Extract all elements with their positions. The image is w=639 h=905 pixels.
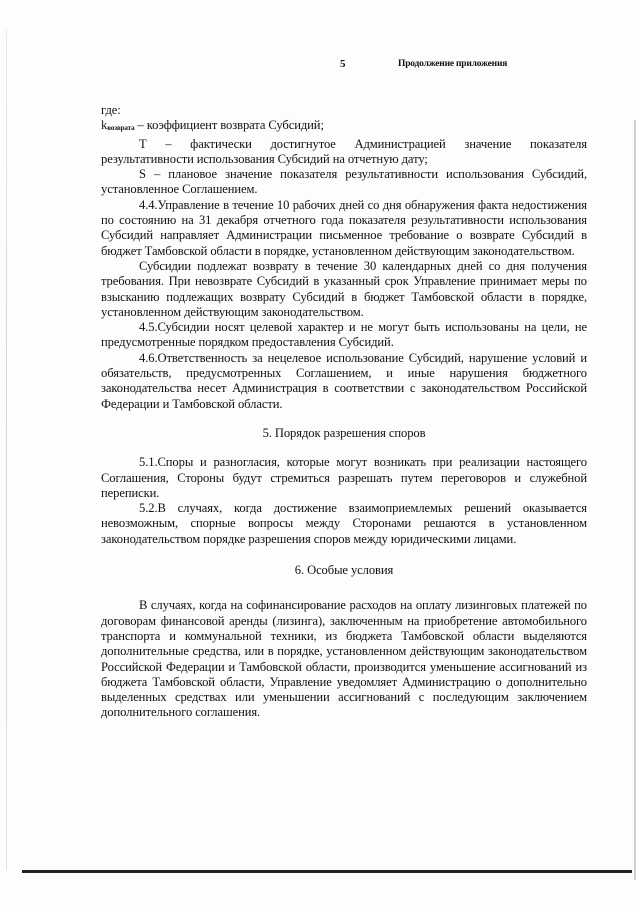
paragraph-5-1: 5.1.Споры и разногласия, которые могут возникать при реализации настоящего Соглашения, Стороны будут стремиться разрешать путем переговоров и служебной переписки. xyxy=(101,455,587,500)
page-header-caption: Продолжение приложения xyxy=(398,59,508,69)
paragraph-6: В случаях, когда на софинансирование расходов на оплату лизинговых платежей по договорам финансовой аренды (лизинга), заключенным на приобретение автомобильного транспорта и коммунальной техники, из бюджета Тамбовской области выделяются дополнительные средства, или в порядке, установленном действующим законодательством Российской Федерации и Тамбовской области, производится уменьшение ассигнований из бюджета Тамбовской области, Управление уведомляет Администрацию о дополнительно выделенных средствах или уменьшении ассигнований с последующим заключением дополнительного соглашения. xyxy=(101,598,587,720)
scan-edge-left xyxy=(6,30,7,870)
k-symbol: k xyxy=(101,118,108,133)
k-subscript: возврата xyxy=(107,124,135,133)
k-definition xyxy=(101,118,587,136)
paragraph-return: Субсидии подлежат возврату в течение 30 календарных дней со дня получения требования. При невозврате Субсидий в указанный срок Управление принимает меры по взысканию подлежащих возврату Субсидий в бюджет Тамбовской области в порядке, установленном действующим законодательством. xyxy=(101,258,587,319)
scan-edge-right xyxy=(634,120,636,880)
paragraph-4-6: 4.6.Ответственность за нецелевое использование Субсидий, нарушение условий и обязательств, предусмотренных Соглашением, и иные нарушения бюджетного законодательства несет Администрация в соответствии с законодательством Российской Федерации и Тамбовской области. xyxy=(101,350,587,411)
k-definition-text: – коэффициент возврата Субсидий; xyxy=(134,118,324,133)
section-heading-6: 6. Особые условия xyxy=(294,563,394,578)
t-definition: Т – фактически достигнутое Администрацией значение показателя результативности использования Субсидий на отчетную дату; xyxy=(101,136,587,166)
where-label: где: xyxy=(101,103,121,117)
s-definition: S – плановое значение показателя результативности использования Субсидий, установленное Соглашением. xyxy=(101,167,587,197)
bottom-border-line xyxy=(22,870,632,873)
paragraph-4-5: 4.5.Субсидии носят целевой характер и не могут быть использованы на цели, не предусмотренные порядком предоставления Субсидий. xyxy=(101,320,587,350)
paragraph-4-4: 4.4.Управление в течение 10 рабочих дней со дня обнаружения факта недостижения по состоянию на 31 декабря отчетного года показателя результативности использования Субсидий направляет Администрации письменное требование о возврате Субсидий в бюджет Тамбовской области в порядке, установленном действующим законодательством. xyxy=(101,197,587,258)
page-number: 5 xyxy=(340,58,346,70)
section-heading-5: 5. Порядок разрешения споров xyxy=(262,425,426,440)
paragraph-5-2: 5.2.В случаях, когда достижение взаимоприемлемых решений оказывается невозможным, спорные вопросы между Сторонами решаются в установленном законодательством порядке разрешения споров между юридическими лицами. xyxy=(101,501,587,546)
document-body xyxy=(101,103,587,721)
